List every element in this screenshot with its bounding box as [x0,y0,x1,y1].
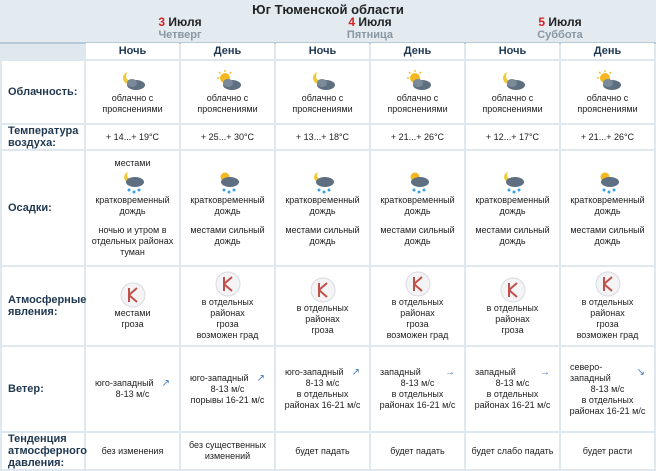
phenomena-line: местами [114,308,151,318]
temp-cell: + 13...+ 18°C [276,125,369,149]
sun-cloud-icon [594,69,622,93]
wind-arrow-icon: ↗ [351,367,360,378]
row-label-wind: Ветер: [2,347,84,431]
wind-direction: северо-западный [570,361,611,383]
precip-cell [86,151,179,265]
sun-cloud-icon [214,69,242,93]
pressure-cell: будет падать [371,433,464,469]
temp-cell: + 14...+ 19°C [86,125,179,149]
phenomena-cell [181,267,274,345]
day-weekday: Суббота [537,29,583,41]
precip-cell [181,151,274,265]
wind-direction: юго-западный [95,378,154,388]
precip-main: кратковременный дождь [475,195,550,216]
phenomena-line: гроза [406,319,429,329]
wind-direction: западный [380,367,421,377]
row-label-pressure: Тенденция атмосферного давления: [2,433,84,469]
temp-cell: + 12...+ 17°C [466,125,559,149]
precip-main: кратковременный дождь [95,195,170,216]
pressure-cell: будет расти [561,433,654,469]
moon-cloud-icon [309,69,337,93]
part-of-day: Ночь [86,43,179,59]
part-of-day: День [371,43,464,59]
phenomena-line: гроза [311,324,334,335]
wind-cell [371,347,464,431]
part-of-day: День [181,43,274,59]
corner-cell [2,43,84,59]
precip-extra: ночью и утром в отдельных районах туман [91,225,174,257]
day-month: Июля [168,15,202,29]
day-month: Июля [548,15,582,29]
wind-extra: в отдельных районах 16-21 м/с [569,394,646,416]
day-weekday: Пятница [346,29,394,41]
precip-top: местами [114,158,151,168]
wind-cell [181,347,274,431]
part-of-day: День [561,43,654,59]
phenomena-line: в отдельных районах [201,297,254,318]
temp-cell: + 21...+ 26°C [371,125,464,149]
rain-cloud-icon [214,169,242,195]
wind-cell [276,347,369,431]
thunderstorm-icon [215,271,241,297]
row-label-temp: Температура воздуха: [2,125,84,149]
rain-cloud-icon [499,169,527,195]
sun-cloud-icon [404,69,432,93]
rain-cloud-icon [309,169,337,195]
precip-main: кратковременный дождь [380,195,455,216]
clouds-text: облачно с прояснениями [482,93,543,114]
precip-extra: местами сильный дождь [475,225,550,246]
pressure-cell: будет падать [276,433,369,469]
day-number: 5 [538,15,546,29]
phenomena-cell [466,267,559,345]
precip-extra: местами сильный дождь [190,225,265,246]
wind-speed: 8-13 м/с [590,383,625,394]
wind-cell [561,347,654,431]
part-of-day: Ночь [276,43,369,59]
thunderstorm-icon [500,277,526,303]
wind-arrow-icon: ↘ [636,367,645,378]
precip-cell [466,151,559,265]
precip-extra: местами сильный дождь [285,225,360,246]
temp-cell: + 21...+ 26°C [561,125,654,149]
clouds-cell [466,61,559,123]
forecast-header [0,0,656,44]
pressure-cell: без изменения [86,433,179,469]
phenomena-line: в отдельных районах [391,297,444,318]
phenomena-line: гроза [216,319,239,329]
thunderstorm-icon [595,271,621,297]
clouds-cell [561,61,654,123]
day-header-3 [465,16,655,42]
pressure-cell: будет слабо падать [466,433,559,469]
precip-extra: местами сильный дождь [380,225,455,246]
wind-extra: в отдельных районах 16-21 м/с [284,389,361,410]
thunderstorm-icon [310,277,336,303]
row-label-clouds: Облачность: [2,61,84,123]
phenomena-cell [371,267,464,345]
row-label-phenomena: Атмосферные явления: [2,267,84,345]
precip-main: кратковременный дождь [570,195,645,216]
phenomena-line: в отдельных районах [296,302,349,324]
wind-arrow-icon: ↗ [256,372,265,384]
clouds-text: облачно с прояснениями [387,93,448,114]
precip-cell [276,151,369,265]
thunderstorm-icon [120,282,146,308]
rain-cloud-icon [404,169,432,195]
wind-direction: юго-западный [190,372,249,383]
wind-speed: 8-13 м/с [115,389,150,399]
moon-cloud-icon [499,69,527,93]
wind-extra: порывы 16-21 м/с [190,394,265,405]
clouds-cell [276,61,369,123]
phenomena-line: гроза [121,319,144,329]
wind-arrow-icon: → [445,367,455,378]
row-label-precip: Осадки: [2,151,84,265]
phenomena-line: гроза [501,324,524,335]
wind-speed: 8-13 м/с [305,378,340,388]
wind-direction: западный [475,367,516,377]
phenomena-line: в отдельных районах [581,297,634,318]
region-title: Юг Тюменской области [252,2,404,17]
precip-extra: местами сильный дождь [570,225,645,246]
part-of-day: Ночь [466,43,559,59]
wind-speed: 8-13 м/с [495,378,530,388]
wind-cell [466,347,559,431]
rain-cloud-icon [119,169,147,195]
phenomena-line: возможен град [386,330,449,340]
precip-main: кратковременный дождь [190,195,265,216]
phenomena-line: в отдельных районах [486,302,539,324]
clouds-text: облачно с прояснениями [577,93,638,114]
wind-extra: в отдельных районах 16-21 м/с [379,389,456,410]
day-weekday: Четверг [158,29,202,41]
precip-cell [561,151,654,265]
forecast-table [0,41,656,471]
pressure-cell: без существенных изменений [181,433,274,469]
wind-arrow-icon: ↗ [161,378,170,389]
clouds-cell [181,61,274,123]
clouds-text: облачно с прояснениями [292,93,353,114]
wind-cell [86,347,179,431]
wind-arrow-icon: → [540,367,550,378]
moon-cloud-icon [119,69,147,93]
precip-main: кратковременный дождь [285,195,360,216]
temp-cell: + 25...+ 30°C [181,125,274,149]
clouds-cell [86,61,179,123]
wind-speed: 8-13 м/с [400,378,435,388]
phenomena-cell [561,267,654,345]
day-number: 3 [158,15,166,29]
precip-cell [371,151,464,265]
phenomena-cell [276,267,369,345]
thunderstorm-icon [405,271,431,297]
clouds-cell [371,61,464,123]
day-number: 4 [348,15,356,29]
day-header-2 [275,16,465,42]
rain-cloud-icon [594,169,622,195]
day-header-1 [85,16,275,42]
clouds-text: облачно с прояснениями [102,93,163,114]
wind-direction: юго-западный [285,367,344,377]
phenomena-line: возможен град [196,330,259,340]
phenomena-line: возможен град [576,330,639,340]
clouds-text: облачно с прояснениями [197,93,258,114]
wind-extra: в отдельных районах 16-21 м/с [474,389,551,410]
day-month: Июля [358,15,392,29]
phenomena-cell [86,267,179,345]
wind-speed: 8-13 м/с [210,383,245,394]
phenomena-line: гроза [596,319,619,329]
